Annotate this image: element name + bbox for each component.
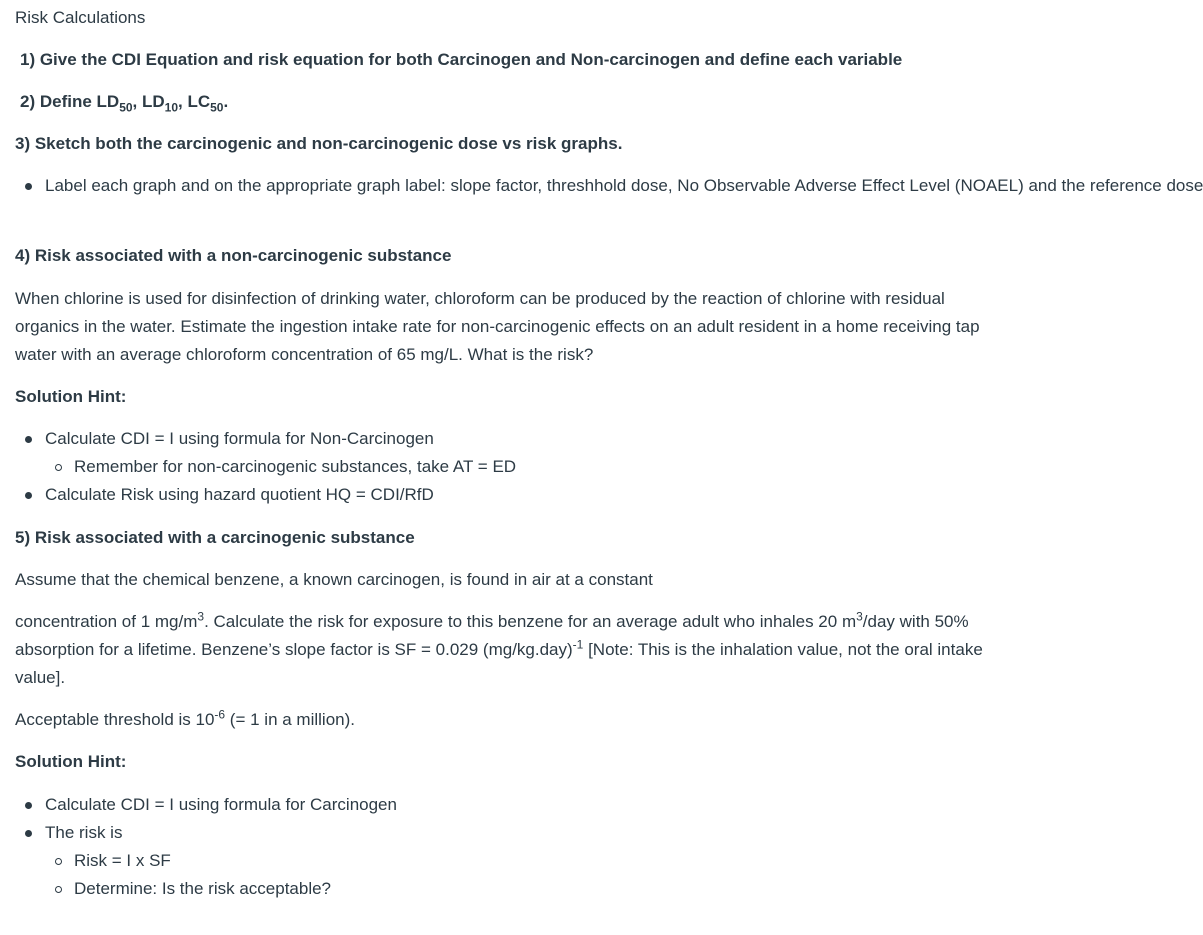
q5-sup-2: 3 [856,609,863,624]
question-1: 1) Give the CDI Equation and risk equation for both Carcinogen and Non-carcinogen and define each variable [20,50,903,69]
question-5: 5) Risk associated with a carcinogenic substance [15,528,415,547]
q5-hint-2: The risk is [45,819,122,847]
q5-text-2 [15,608,1005,692]
q5-hint-label: Solution Hint: [15,752,127,771]
q4-hint-1-sub: Remember for non-carcinogenic substances, take AT = ED [74,453,516,481]
threshold-sup: -6 [214,707,226,722]
q2-ld10-sub: 10 [164,100,179,115]
question-3: 3) Sketch both the carcinogenic and non-carcinogenic dose vs risk graphs. [15,134,623,153]
q5-text-2d: [Note: This is the inhalation value, not the oral intake value]. [15,640,983,687]
q5-text-2c: /day with 50% absorption for a lifetime. Benzene’s slope factor is SF = 0.029 (mg/kg.day) [15,612,969,659]
q4-hint-2: Calculate Risk using hazard quotient HQ = CDI/RfD [45,481,434,509]
page-title: Risk Calculations [15,8,146,27]
q5-hint-2-sub-2: Determine: Is the risk acceptable? [74,875,331,903]
q5-hint-2-sub-1: Risk = I x SF [74,847,171,875]
question-4: 4) Risk associated with a non-carcinogenic substance [15,246,452,265]
q2-sep2: , LC [178,92,211,111]
q2-prefix: 2) Define LD [20,92,120,111]
q3-bullet: Label each graph and on the appropriate graph label: slope factor, threshhold dose, No Observable Adverse Effect Level (NOAEL) and the reference dose [45,172,995,200]
q4-hint-1: Calculate CDI = I using formula for Non-Carcinogen [45,425,434,453]
q5-sup-1: 3 [197,609,205,624]
q2-sep1: , LD [132,92,165,111]
q5-text-1: Assume that the chemical benzene, a known carcinogen, is found in air at a constant [15,570,653,589]
q5-hint-1: Calculate CDI = I using formula for Carcinogen [45,791,397,819]
q4-hint-label: Solution Hint: [15,387,127,406]
q2-end: . [223,92,229,111]
q5-text-2a: concentration of 1 mg/m [15,612,198,631]
threshold-b: (= 1 in a million). [225,710,355,729]
q5-sup-3: -1 [572,637,584,652]
threshold-text [15,706,1004,734]
q2-ld50-sub: 50 [119,100,133,115]
question-2 [20,88,1004,116]
q4-text: When chlorine is used for disinfection of drinking water, chloroform can be produced by the reaction of chlorine with residual organics in the water. Estimate the ingestion intake rate for non-carcinogenic effects on an adult resident in a home receiving tap water with an average chloroform concentration of 65 mg/L. What is the risk? [15,289,980,364]
q2-lc50-sub: 50 [210,100,224,115]
q5-text-2b: . Calculate the risk for exposure to this benzene for an average adult who inhales 20 m [204,612,857,631]
threshold-a: Acceptable threshold is 10 [15,710,215,729]
